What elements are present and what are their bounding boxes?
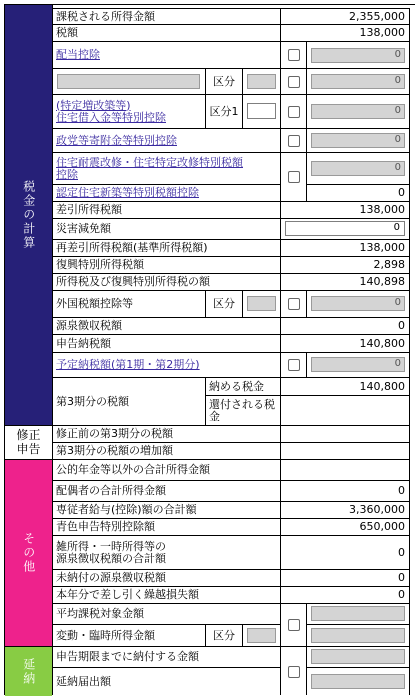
housing-loan-kubun-input[interactable] <box>247 103 276 119</box>
kubun-label: 区分 <box>206 69 242 94</box>
foreign-credit-label: 外国税額控除等 <box>53 291 205 317</box>
housing-loan-value: 0 <box>311 104 405 119</box>
tax-amount-label: 税額 <box>53 25 280 41</box>
housing-loan-link[interactable] <box>53 95 205 128</box>
net-tax-label: 差引所得税額 <box>53 202 280 218</box>
foreign-credit-kubun-cell <box>243 291 280 317</box>
avg-taxation-checkbox-cell[interactable] <box>281 604 306 646</box>
foreign-credit-checkbox-cell[interactable] <box>281 291 306 317</box>
foreign-credit-field-cell <box>307 291 409 317</box>
political-donation-value: 0 <box>311 133 405 148</box>
seismic-checkbox[interactable] <box>288 171 300 183</box>
seismic-value: 0 <box>311 161 405 176</box>
taxable-income-label: 課税される所得金額 <box>53 9 280 24</box>
pay-label: 納める税金 <box>206 378 280 395</box>
spouse-income-label: 配偶者の合計所得金額 <box>53 481 280 501</box>
section-tax-calc: 税金の計算 <box>5 5 52 425</box>
deadline-pay-field-cell <box>307 647 409 667</box>
disaster-field-cell <box>281 219 409 239</box>
pre-revision-label: 修正前の第3期分の税額 <box>53 426 280 442</box>
housing-loan-checkbox[interactable] <box>288 106 300 118</box>
political-donation-link[interactable] <box>53 129 280 152</box>
housing-loan-kubun-cell <box>243 95 280 128</box>
public-pension-label: 公的年金等以外の合計所得金額 <box>53 460 280 480</box>
public-pension-value <box>281 460 409 480</box>
certified-housing-link[interactable] <box>53 185 280 201</box>
declared-value: 140,800 <box>281 335 409 352</box>
kubun-checkbox-cell[interactable] <box>281 69 306 94</box>
certified-housing-label[interactable]: 認定住宅新築等特別税額控除 <box>56 186 199 200</box>
certified-housing-value: 0 <box>307 185 409 201</box>
taxable-income-value: 2,355,000 <box>281 9 409 24</box>
withholding-label: 源泉徴収税額 <box>53 318 280 334</box>
housing-loan-label-1[interactable]: (特定増改築等) <box>56 98 131 112</box>
base-tax-value: 138,000 <box>281 240 409 256</box>
foreign-credit-checkbox[interactable] <box>288 298 300 310</box>
section-revision <box>5 426 52 459</box>
pay-value: 140,800 <box>281 378 409 395</box>
declared-label: 申告納税額 <box>53 335 280 352</box>
increase-label: 第3期分の税額の増加額 <box>53 443 280 459</box>
housing-loan-kubun-label: 区分1 <box>206 95 242 128</box>
spouse-income-value: 0 <box>281 481 409 501</box>
pre-revision-value <box>281 426 409 442</box>
increase-value <box>281 443 409 459</box>
avg-taxation-field-cell <box>307 604 409 624</box>
foreign-credit-kubun-label: 区分 <box>206 291 242 317</box>
total-tax-value: 140,898 <box>281 274 409 290</box>
avg-taxation-input <box>311 606 405 621</box>
kubun-value: 0 <box>311 74 405 89</box>
kubun-field-cell <box>307 69 409 94</box>
tax-amount-value: 138,000 <box>281 25 409 41</box>
blank-input <box>57 74 200 89</box>
seismic-label-1[interactable]: 住宅耐震改修・住宅特定改修特別税額 <box>56 155 243 169</box>
right-edge <box>410 5 416 696</box>
seismic-label-2[interactable]: 控除 <box>56 167 78 181</box>
political-donation-label[interactable]: 政党等寄附金等特別控除 <box>56 133 177 147</box>
prepaid-value: 0 <box>311 357 405 372</box>
housing-loan-checkbox-cell[interactable] <box>281 95 306 128</box>
housing-loan-field-cell <box>307 95 409 128</box>
base-tax-label: 再差引所得税額(基準所得税額) <box>53 240 280 256</box>
loss-carry-label: 本年分で差し引く繰越損失額 <box>53 587 280 603</box>
misc-withholding-label <box>53 536 280 569</box>
foreign-credit-kubun-input <box>247 296 276 311</box>
kubun-input <box>247 74 276 89</box>
disaster-input[interactable]: 0 <box>285 221 405 236</box>
misc-withholding-value: 0 <box>281 536 409 569</box>
top-edge <box>53 5 410 8</box>
reconstruction-label: 復興特別所得税額 <box>53 257 280 273</box>
variable-income-input <box>311 628 405 643</box>
extension-amount-field-cell <box>307 668 409 696</box>
third-period-label: 第3期分の税額 <box>53 378 205 425</box>
dividend-credit-checkbox-cell[interactable] <box>281 42 306 68</box>
seismic-checkbox-cell[interactable] <box>281 153 306 201</box>
family-salary-label: 専従者給与(控除)額の合計額 <box>53 502 280 518</box>
variable-income-label: 変動・臨時所得金額 <box>53 625 205 646</box>
deadline-pay-input <box>311 649 405 664</box>
dividend-credit-label[interactable]: 配当控除 <box>56 48 100 62</box>
total-tax-label: 所得税及び復興特別所得税の額 <box>53 274 280 290</box>
dividend-credit-link[interactable] <box>53 42 280 68</box>
dividend-credit-checkbox[interactable] <box>288 49 300 61</box>
net-tax-value: 138,000 <box>281 202 409 218</box>
section-extension: 延納 <box>5 647 52 696</box>
refund-label: 還付される税金 <box>206 396 280 425</box>
variable-income-kubun-cell <box>243 625 280 646</box>
loss-carry-value: 0 <box>281 587 409 603</box>
extension-checkbox[interactable] <box>288 666 300 678</box>
extension-amount-input <box>311 674 405 689</box>
withholding-value: 0 <box>281 318 409 334</box>
section-revision-label: 修正申告 <box>16 428 41 456</box>
prepaid-link[interactable] <box>53 353 280 377</box>
seismic-field-cell <box>307 153 409 184</box>
housing-loan-label-2[interactable]: 住宅借入金等特別控除 <box>56 110 166 124</box>
deadline-pay-label: 申告期限までに納付する金額 <box>53 647 280 667</box>
avg-taxation-checkbox[interactable] <box>288 619 300 631</box>
section-other: その他 <box>5 460 52 646</box>
prepaid-label[interactable]: 予定納税額(第1期・第2期分) <box>56 358 200 372</box>
kubun-input-cell <box>243 69 280 94</box>
misc-withholding-label-1: 雑所得・一時所得等の <box>56 539 166 553</box>
avg-taxation-label: 平均課税対象金額 <box>53 604 280 624</box>
blank-input-cell <box>53 69 205 94</box>
dividend-credit-value: 0 <box>311 48 405 63</box>
extension-checkbox-cell[interactable] <box>281 647 306 696</box>
dividend-credit-field-cell <box>307 42 409 68</box>
kubun-checkbox[interactable] <box>288 76 300 88</box>
variable-income-kubun-label: 区分 <box>206 625 242 646</box>
extension-amount-label: 延納届出額 <box>53 668 280 696</box>
variable-income-field-cell <box>307 625 409 646</box>
blue-deduction-value: 650,000 <box>281 519 409 535</box>
prepaid-field-cell <box>307 353 409 377</box>
political-donation-field-cell <box>307 129 409 152</box>
prepaid-checkbox[interactable] <box>288 359 300 371</box>
misc-withholding-label-2: 源泉徴収税額の合計額 <box>56 551 166 565</box>
political-donation-checkbox[interactable] <box>288 135 300 147</box>
unpaid-withholding-label: 未納付の源泉徴収税額 <box>53 570 280 586</box>
seismic-link[interactable] <box>53 153 280 184</box>
refund-value <box>281 396 409 425</box>
political-donation-checkbox-cell[interactable] <box>281 129 306 152</box>
tax-form <box>4 4 415 695</box>
foreign-credit-value: 0 <box>311 296 405 311</box>
unpaid-withholding-value: 0 <box>281 570 409 586</box>
blue-deduction-label: 青色申告特別控除額 <box>53 519 280 535</box>
prepaid-checkbox-cell[interactable] <box>281 353 306 377</box>
disaster-label: 災害減免額 <box>53 219 280 239</box>
reconstruction-value: 2,898 <box>281 257 409 273</box>
variable-income-kubun-input <box>247 628 276 643</box>
family-salary-value: 3,360,000 <box>281 502 409 518</box>
